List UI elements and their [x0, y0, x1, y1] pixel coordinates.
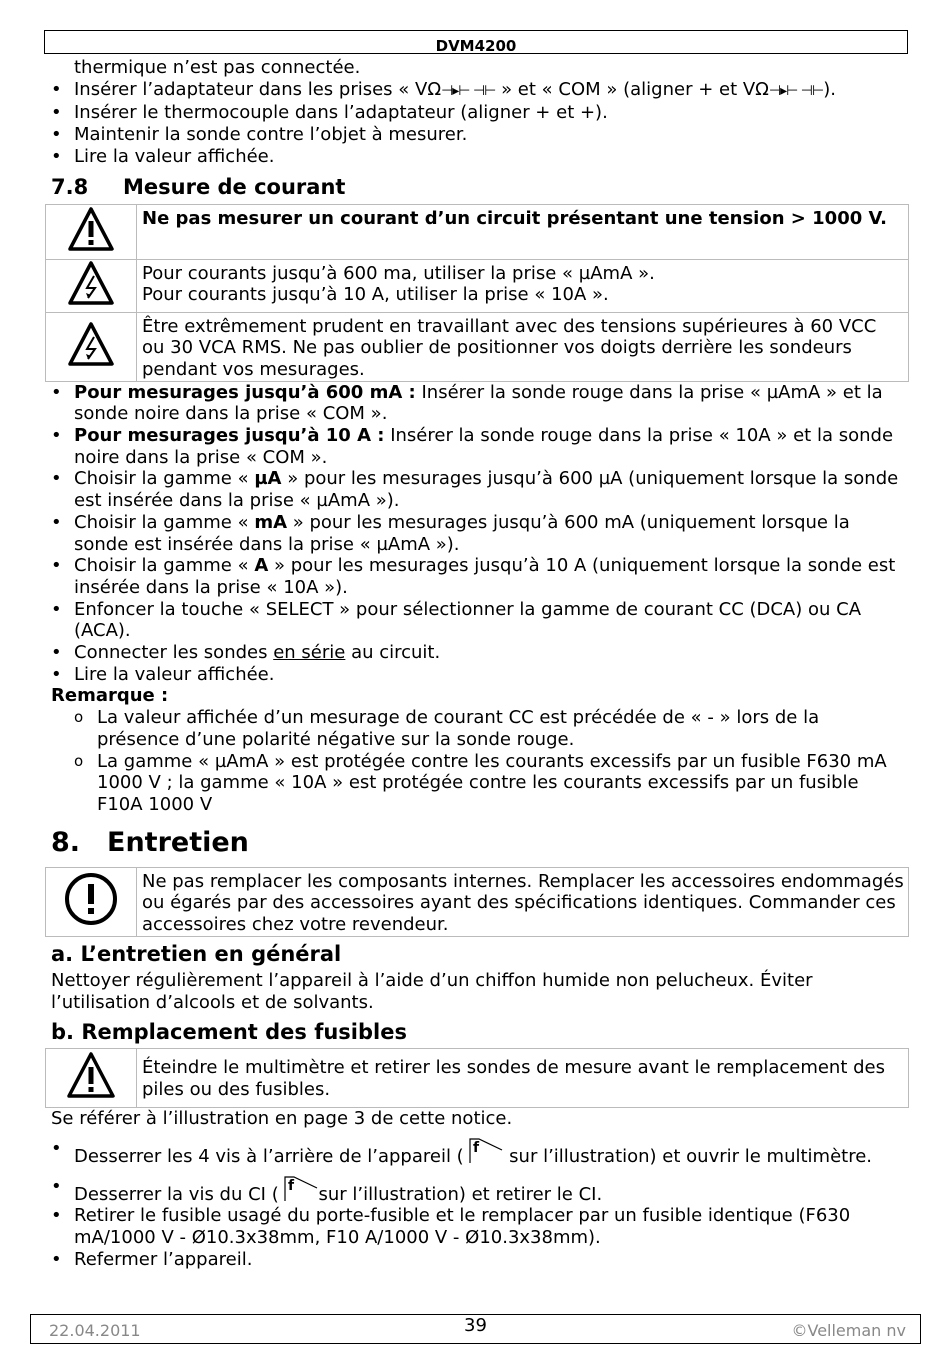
section-heading	[51, 174, 907, 200]
notice-table	[45, 867, 909, 937]
paragraph: Nettoyer régulièrement l’appareil à l’aide d’un chiffon humide non pelucheux. Éviter l’utilisation d’alcools et de solvants.	[51, 969, 813, 1013]
remarks-list	[51, 707, 907, 816]
footer-date: 22.04.2011	[49, 1321, 141, 1340]
paragraph: Se référer à l’illustration en page 3 de cette notice.	[51, 1108, 513, 1130]
warning-icon-cell	[46, 1049, 137, 1108]
list-item: • Connecter les sondes en série au circuit.	[51, 642, 907, 664]
header-title: DVM4200	[435, 37, 517, 55]
list-item: • Retirer le fusible usagé du porte-fusible et le remplacer par un fusible identique (F630 mA/1000 V - Ø10.3x38mm, F10 A/1000 V - Ø10.3x38mm).	[51, 1205, 907, 1248]
list-item: • Refermer l’appareil.	[51, 1249, 907, 1271]
warning-text: Pour courants jusqu’à 600 ma, utiliser la prise « µAmA ». Pour courants jusqu’à 10 A, utiliser la prise « 10A ».	[137, 259, 909, 312]
list-item: • Choisir la gamme « A » pour les mesurages jusqu’à 10 A (uniquement lorsque la sonde est insérée dans la prise « 10A »).	[51, 555, 907, 598]
list-item: • Choisir la gamme « µA » pour les mesurages jusqu’à 600 µA (uniquement lorsque la sonde est insérée dans la prise « µAmA »).	[51, 468, 907, 511]
list-item: • Enfoncer la touche « SELECT » pour sélectionner la gamme de courant CC (DCA) ou CA (ACA).	[51, 599, 907, 642]
callout-f-icon	[469, 1138, 503, 1164]
warning-text: Éteindre le multimètre et retirer les sondes de mesure avant le remplacement des piles ou des fusibles.	[137, 1049, 909, 1108]
page-number: 39	[464, 1315, 487, 1336]
page-header	[44, 30, 908, 54]
list-item: o La valeur affichée d’un mesurage de courant CC est précédée de « - » lors de la présence d’une polarité négative sur la sonde rouge.	[74, 707, 907, 750]
warning-table	[45, 204, 909, 382]
warning-icon-cell	[46, 259, 137, 312]
subsection-heading: a. L’entretien en général	[51, 941, 342, 966]
chapter-title: Entretien	[107, 826, 249, 858]
list-item: • Maintenir la sonde contre l’objet à mesurer.	[51, 124, 907, 146]
fuse-steps-list	[51, 1138, 907, 1271]
thermo-steps-list	[51, 79, 907, 168]
list-item: o La gamme « µAmA » est protégée contre les courants excessifs par un fusible F630 mA 1000 V ; la gamme « 10A » est protégée contre les courants excessifs par un fusible F10A 1000 V	[74, 751, 907, 816]
list-item: • Insérer le thermocouple dans l’adaptateur (aligner + et +).	[51, 102, 907, 124]
list-item: • Lire la valeur affichée.	[51, 664, 907, 686]
warning-table	[45, 1048, 909, 1108]
remark-label: Remarque :	[51, 685, 169, 707]
main-content	[51, 57, 907, 1270]
warning-text: Être extrêmement prudent en travaillant avec des tensions supérieures à 60 VCC ou 30 VCA RMS. Ne pas oublier de positionner vos doigts derrière les sondeurs pendant vos mesurages.	[137, 312, 909, 381]
warning-icon-cell	[46, 312, 137, 381]
list-item: • Choisir la gamme « mA » pour les mesurages jusqu’à 600 mA (uniquement lorsque la sonde est insérée dans la prise « µAmA »).	[51, 512, 907, 555]
chapter-number: 8.	[51, 826, 81, 858]
list-item: • Desserrer la vis du CI ( f sur l’illustration) et retirer le CI.	[51, 1176, 907, 1206]
list-item: • Lire la valeur affichée.	[51, 146, 907, 168]
list-item: • Pour mesurages jusqu’à 10 A : Insérer la sonde rouge dans la prise « 10A » et la sonde noire dans la prise « COM ».	[51, 425, 907, 468]
current-steps-list	[51, 382, 907, 686]
notice-icon-cell	[46, 867, 137, 936]
svg-text:f: f	[288, 1177, 295, 1194]
warning-exclamation-icon	[67, 206, 115, 252]
notice-text: Ne pas remplacer les composants internes. Remplacer les accessoires endommagés ou égarés par des accessoires ayant des spécifications identiques. Commander ces accessoires chez votre revendeur.	[137, 867, 909, 936]
page-footer	[30, 1314, 921, 1344]
diode-capacitor-symbol: ⊣▸⊢ ⊣⊢	[441, 82, 496, 99]
high-voltage-icon	[67, 260, 115, 306]
section-number: 7.8	[51, 174, 89, 199]
callout-f-icon	[284, 1176, 318, 1202]
high-voltage-icon	[67, 321, 115, 367]
caution-circle-icon	[63, 871, 119, 927]
warning-exclamation-icon	[66, 1051, 116, 1099]
list-item: • Desserrer les 4 vis à l’arrière de l’appareil ( f sur l’illustration) et ouvrir le multimètre.	[51, 1138, 907, 1168]
chapter-heading	[51, 827, 907, 859]
svg-text:f: f	[473, 1139, 480, 1156]
subsection-heading: b. Remplacement des fusibles	[51, 1020, 407, 1045]
list-item: • Insérer l’adaptateur dans les prises « VΩ⊣▸⊢ ⊣⊢ » et « COM » (aligner + et VΩ⊣▸⊢ ⊣⊢).	[51, 79, 907, 103]
footer-copyright: ©Velleman nv	[791, 1321, 906, 1340]
continuation-text: thermique n’est pas connectée.	[74, 57, 361, 78]
warning-text: Ne pas mesurer un courant d’un circuit présentant une tension > 1000 V.	[137, 204, 909, 259]
warning-icon-cell	[46, 204, 137, 259]
section-title: Mesure de courant	[123, 174, 346, 199]
diode-capacitor-symbol: ⊣▸⊢ ⊣⊢	[768, 82, 824, 99]
list-item: • Pour mesurages jusqu’à 600 mA : Insérer la sonde rouge dans la prise « µAmA » et la sonde noire dans la prise « COM ».	[51, 382, 907, 425]
